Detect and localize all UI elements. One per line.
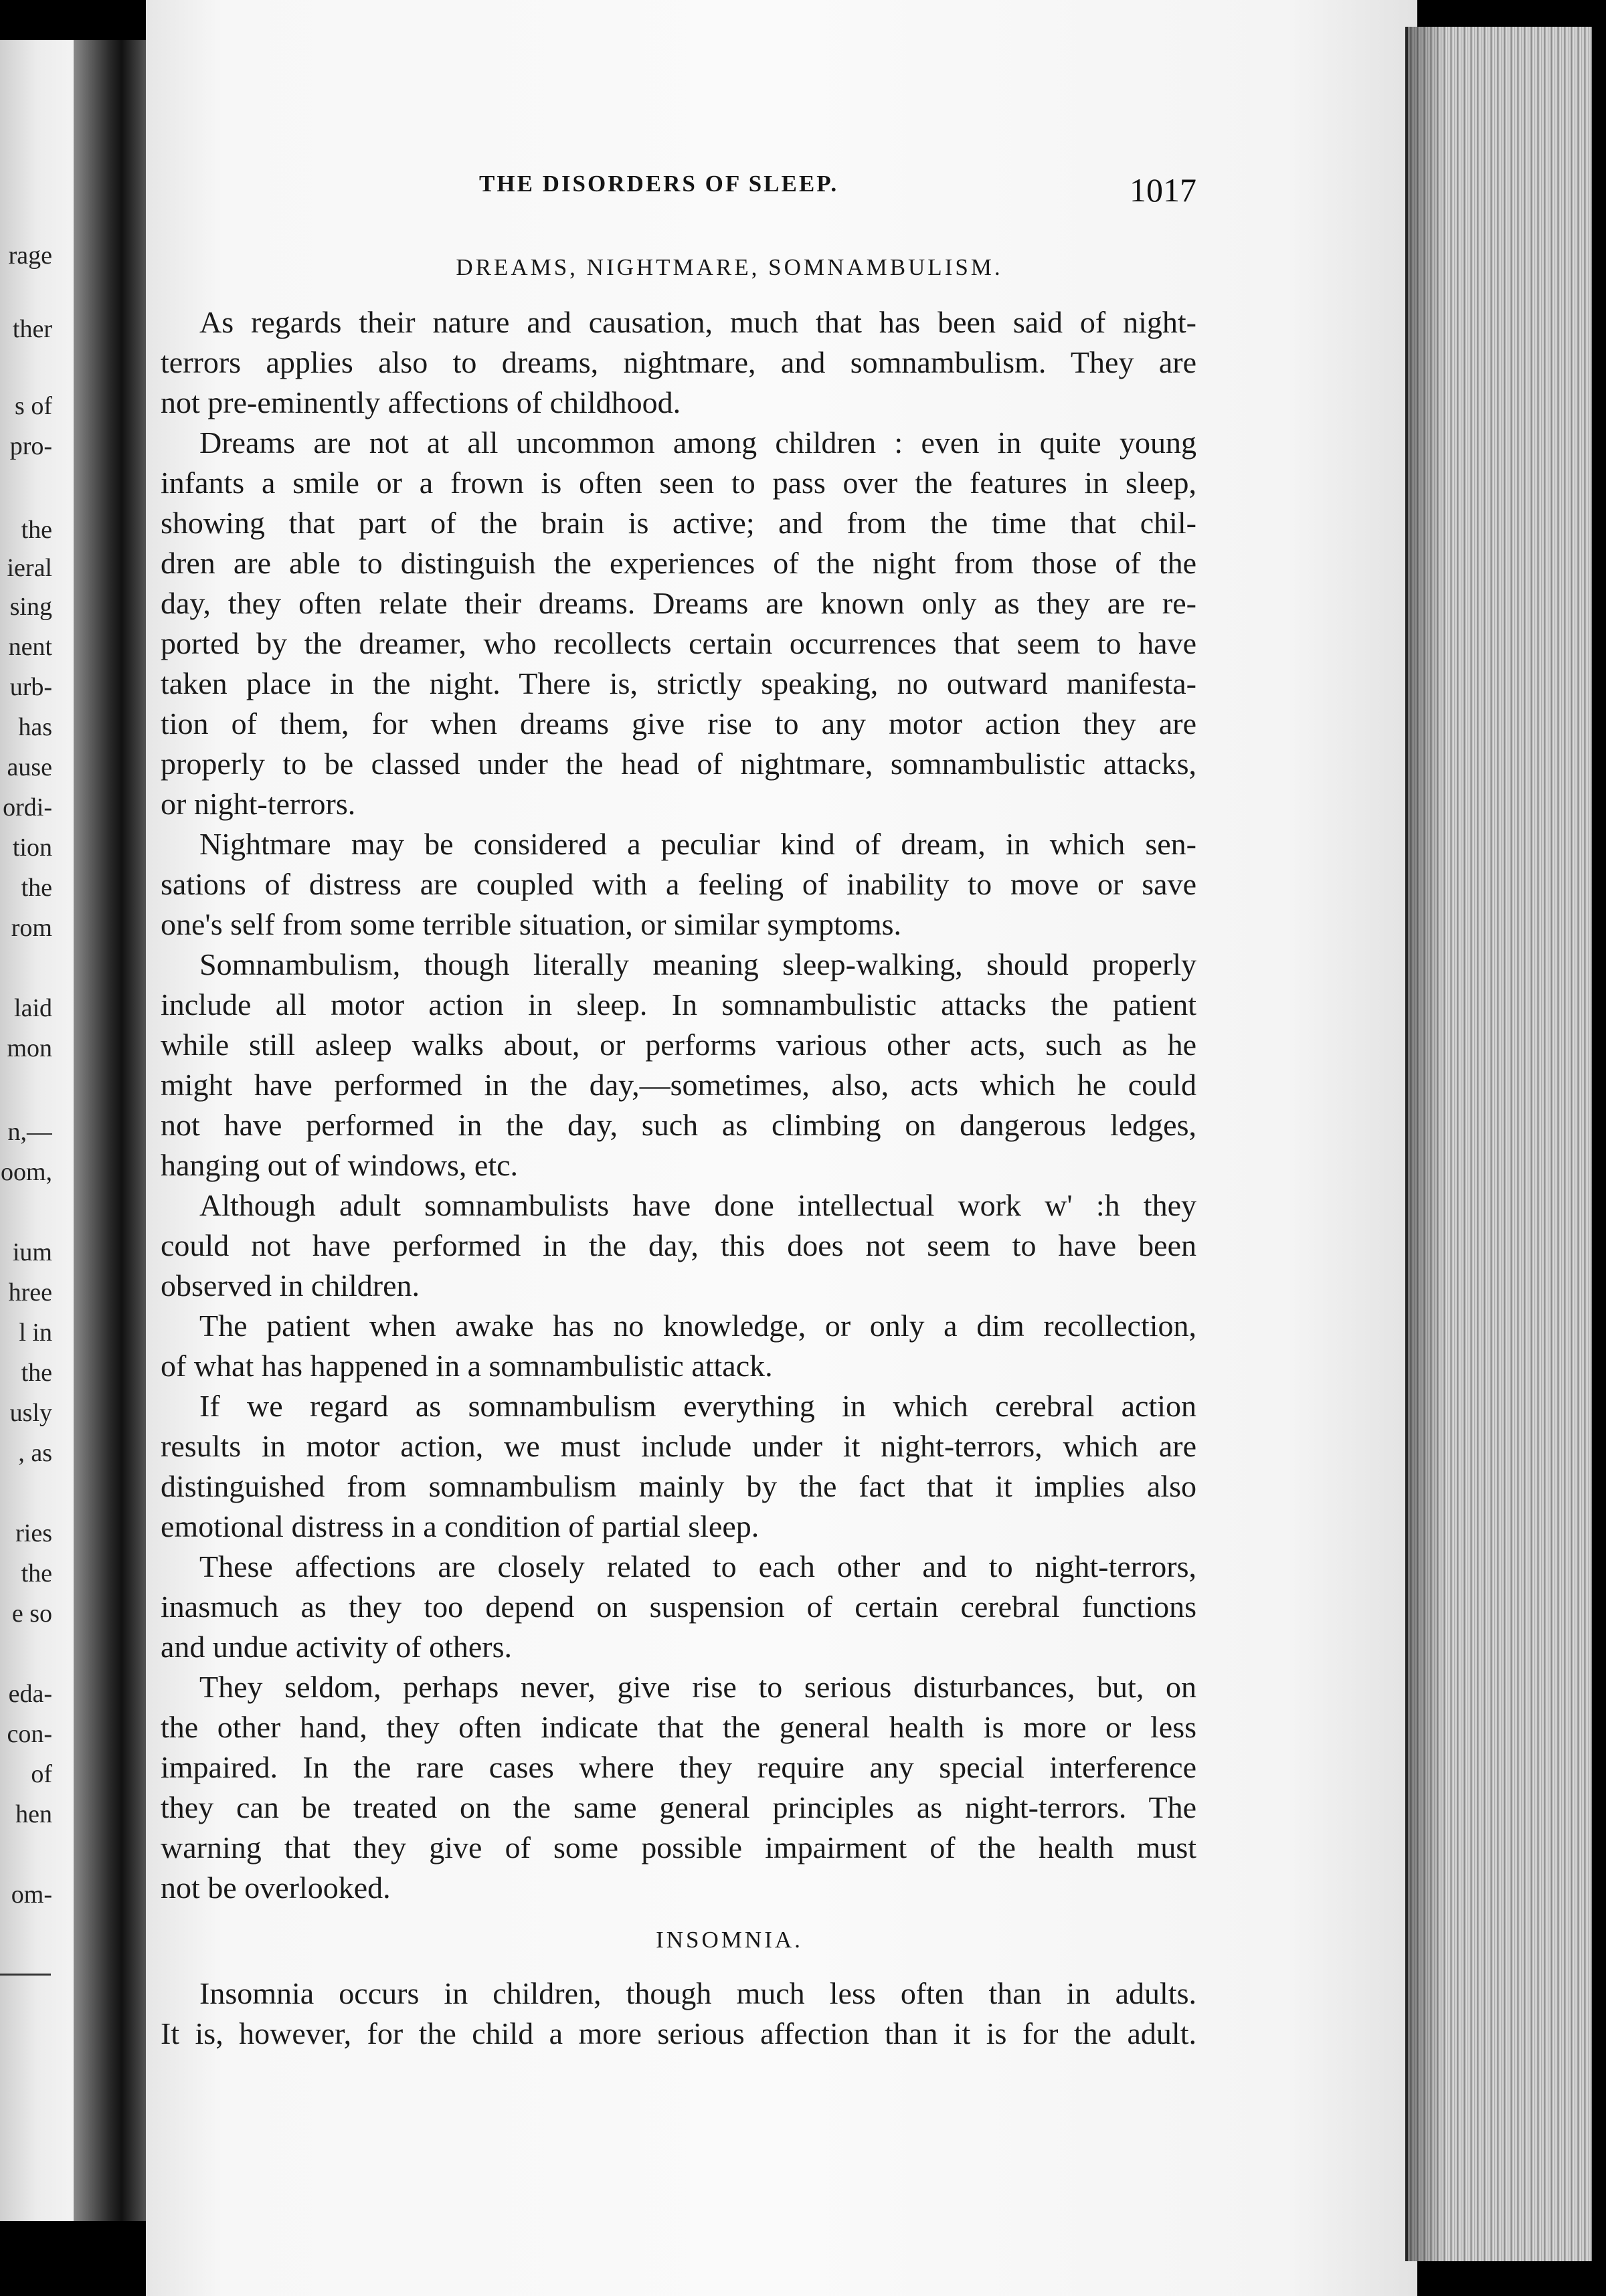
text-line: the other hand, they often indicate that the general health is more or less [161, 1710, 1196, 1744]
text-line: warning that they give of some possible impairment of the health must [161, 1830, 1196, 1864]
text-line: impaired. In the rare cases where they require any special interference [161, 1750, 1196, 1784]
prev-page-fragment: tion [12, 834, 52, 862]
text-line: ported by the dreamer, who recollects certain occurrences that seem to have [161, 626, 1196, 660]
prev-page-fragment: usly [9, 1399, 52, 1427]
text-line: could not have performed in the day, this does not seem to have been [161, 1228, 1196, 1262]
prev-page-fragment: e so [11, 1600, 52, 1628]
prev-page-fragment: om- [11, 1881, 52, 1909]
prev-page-fragment: ordi- [3, 793, 52, 822]
text-line: emotional distress in a condition of partial sleep. [161, 1509, 760, 1543]
text-line: sations of distress are coupled with a feeling of inability to move or save [161, 867, 1196, 901]
section-heading-insomnia: INSOMNIA. [656, 1927, 803, 1953]
prev-page-fragment: the [21, 874, 52, 902]
text-line: Nightmare may be considered a peculiar kind of dream, in which sen- [199, 827, 1196, 861]
prev-page-fragment: the [21, 1559, 52, 1588]
book-gutter [74, 40, 154, 2221]
text-line: dren are able to distinguish the experiences of the night from those of the [161, 546, 1196, 580]
text-line: terrors applies also to dreams, nightmare, and somnambulism. They are [161, 345, 1196, 379]
text-line: It is, however, for the child a more serious affection than it is for the adult. [161, 2016, 1196, 2050]
prev-page-fragment: l in [19, 1319, 52, 1347]
text-line: If we regard as somnambulism everything in which cerebral action [199, 1389, 1196, 1423]
text-line: might have performed in the day,—sometimes, also, acts which he could [161, 1068, 1196, 1102]
text-line: they can be treated on the same general principles as night-terrors. The [161, 1790, 1196, 1824]
prev-page-fragment: , as [18, 1439, 52, 1467]
text-line: These affections are closely related to each other and to night-terrors, [199, 1549, 1196, 1584]
text-line: not pre-eminently affections of childhood. [161, 385, 681, 419]
prev-page-fragment: ium [12, 1238, 52, 1266]
prev-page-fragment: ries [15, 1519, 52, 1547]
prev-page-fragment: hree [8, 1278, 52, 1307]
text-line: day, they often relate their dreams. Dreams are known only as they are re- [161, 586, 1196, 620]
text-line: observed in children. [161, 1268, 420, 1303]
page-block-shadow [1405, 27, 1445, 2261]
text-line: while still asleep walks about, or performs various other acts, such as he [161, 1028, 1196, 1062]
text-line: and undue activity of others. [161, 1630, 513, 1664]
text-line: Although adult somnambulists have done intellectual work w' :h they [199, 1188, 1196, 1222]
prev-page-fragment: s of [15, 392, 52, 420]
text-line: Insomnia occurs in children, though much less often than in adults. [199, 1976, 1196, 2010]
prev-page-fragment: n,— [7, 1118, 52, 1146]
prev-page-fragment: ther [12, 315, 52, 343]
prev-page-fragment: eda- [8, 1680, 52, 1708]
text-line: distinguished from somnambulism mainly by the fact that it implies also [161, 1469, 1196, 1503]
text-line: one's self from some terrible situation, or similar symptoms. [161, 907, 902, 941]
text-line: of what has happened in a somnambulistic attack. [161, 1349, 773, 1383]
prev-page-fragment: ause [7, 753, 52, 781]
prev-page-fragment: oom, [0, 1158, 52, 1186]
prev-page-fragment: ieral [7, 554, 52, 582]
prev-page-fragment: mon [7, 1034, 52, 1062]
prev-page-fragment: sing [9, 593, 52, 621]
text-line: results in motor action, we must include under it night-terrors, which are [161, 1429, 1196, 1463]
text-line: They seldom, perhaps never, give rise to serious disturbances, but, on [199, 1670, 1196, 1704]
prev-page-fragment: con- [7, 1720, 52, 1748]
text-line: tion of them, for when dreams give rise to any motor action they are [161, 706, 1196, 741]
prev-page-fragment: of [31, 1760, 52, 1788]
text-line: As regards their nature and causation, much that has been said of night- [199, 305, 1196, 339]
prev-page-fragment: laid [14, 994, 52, 1022]
text-line: inasmuch as they too depend on suspension of certain cerebral functions [161, 1590, 1196, 1624]
text-line: infants a smile or a frown is often seen to pass over the features in sleep, [161, 466, 1196, 500]
prev-page-fragment: the [21, 1359, 52, 1387]
text-line: include all motor action in sleep. In somnambulistic attacks the patient [161, 987, 1196, 1022]
prev-page-fragment: hen [15, 1800, 52, 1828]
running-head: THE DISORDERS OF SLEEP. [479, 171, 839, 197]
prev-page-fragment: rage [8, 242, 52, 270]
text-line: properly to be classed under the head of nightmare, somnambulistic attacks, [161, 747, 1196, 781]
page-number: 1017 [1130, 171, 1196, 209]
prev-page-fragment: pro- [9, 432, 52, 460]
prev-page-fragment: has [18, 713, 52, 741]
text-line: not have performed in the day, such as climbing on dangerous ledges, [161, 1108, 1196, 1142]
text-line: taken place in the night. There is, strictly speaking, no outward manifesta- [161, 666, 1196, 700]
section-heading-dreams: DREAMS, NIGHTMARE, SOMNAMBULISM. [456, 254, 1003, 280]
text-line: The patient when awake has no knowledge, or only a dim recollection, [199, 1309, 1196, 1343]
text-line: or night-terrors. [161, 787, 356, 821]
text-line: showing that part of the brain is active; and from the time that chil- [161, 506, 1196, 540]
prev-page-fragment: the [21, 516, 52, 544]
text-line: hanging out of windows, etc. [161, 1148, 519, 1182]
prev-page-fragment: nent [8, 633, 52, 661]
text-line: Dreams are not at all uncommon among children : even in quite young [199, 425, 1196, 460]
prev-page-fragment: urb- [9, 673, 52, 701]
text-line: Somnambulism, though literally meaning sleep-walking, should properly [199, 947, 1196, 981]
text-line: not be overlooked. [161, 1871, 391, 1905]
prev-page-fragment: rom [11, 914, 52, 942]
prev-page-rule [0, 1974, 51, 1976]
